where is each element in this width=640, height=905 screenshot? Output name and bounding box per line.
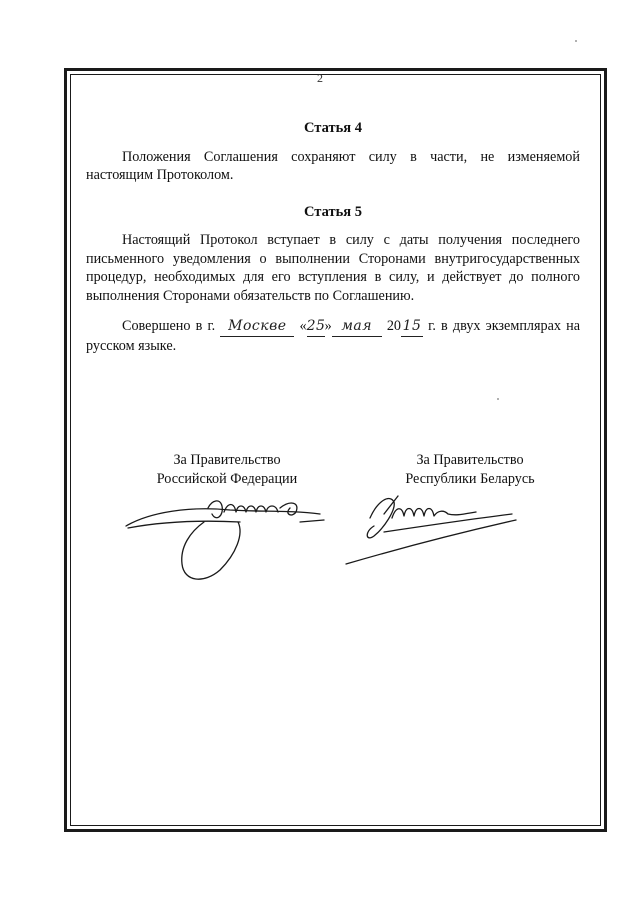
done-year-prefix: 20 (386, 318, 402, 334)
signatory-russia-line1: За Правительство (173, 452, 281, 468)
done-day-close: » (324, 318, 332, 334)
signatory-belarus-line1: За Правительство (416, 452, 524, 468)
signatory-russia-line2: Российской Федерации (156, 470, 298, 487)
done-at-paragraph (86, 317, 580, 355)
signatory-belarus (350, 451, 590, 488)
scan-speck (497, 398, 499, 400)
article-5-text: Настоящий Протокол вступает в силу с даты получения последнего письменного уведомления о выполнении Сторонами внутригосударственных процедур, необходимых для его вступления в силу, и действует до полного выполнения Сторонами обязательств по Соглашению. (86, 232, 580, 304)
signature-russia (120, 492, 330, 587)
done-year-suffix: 15 (401, 317, 423, 337)
done-city: Москве (220, 317, 294, 337)
done-month: мая (332, 317, 382, 337)
done-prefix: Совершено в г. (122, 318, 216, 334)
signatory-belarus-line2: Республики Беларусь (405, 470, 535, 487)
signatory-russia (107, 451, 347, 488)
article-4-text: Положения Соглашения сохраняют силу в части, не изменяемой настоящим Протоколом. (86, 148, 580, 183)
done-day-open: « (299, 318, 307, 334)
document-body (86, 113, 580, 367)
done-suffix: г. в двух экземплярах на русском языке. (86, 318, 581, 354)
article-4-title: Статья 4 (304, 120, 362, 136)
scan-speck (575, 40, 577, 42)
done-day: 25 (307, 317, 325, 337)
signature-belarus (344, 488, 524, 570)
article-5-title: Статья 5 (304, 203, 362, 220)
page-number: 2 (317, 71, 323, 85)
